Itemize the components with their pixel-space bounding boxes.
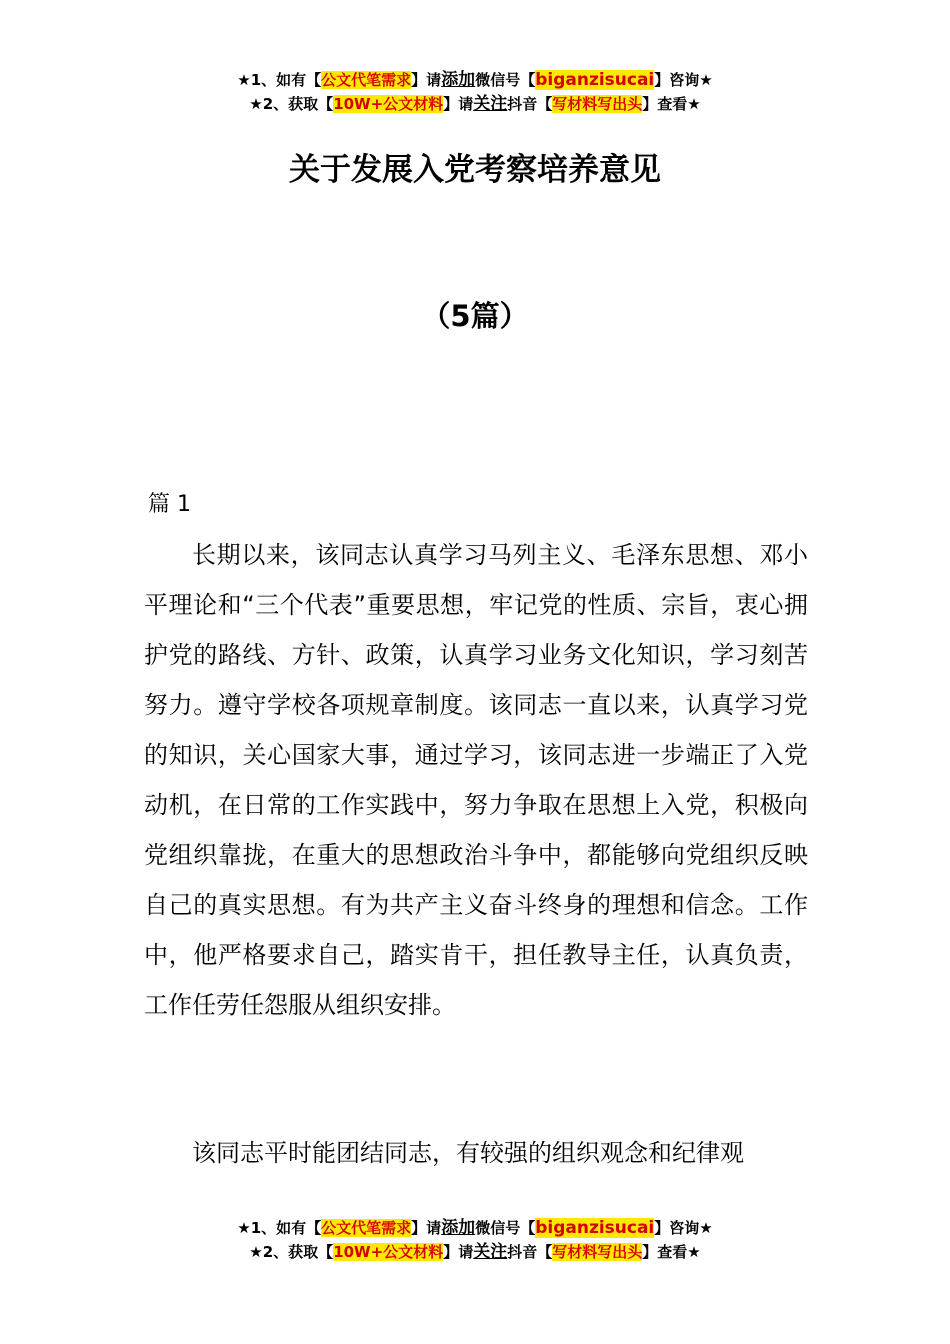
banner-text: ★1、如有【 bbox=[237, 1219, 322, 1237]
banner-text: 抖音【 bbox=[507, 95, 553, 113]
banner-text: 】请 bbox=[443, 1243, 474, 1261]
banner-text: 】请 bbox=[411, 1219, 442, 1237]
banner-highlight: 10W+公文材料 bbox=[333, 1243, 444, 1261]
banner-text: 】查看★ bbox=[642, 1243, 701, 1261]
body-paragraph: 该同志平时能团结同志，有较强的组织观念和纪律观 bbox=[192, 1139, 744, 1167]
banner-line-2 bbox=[0, 1240, 950, 1264]
banner-text: 】请 bbox=[443, 95, 474, 113]
banner-line-1 bbox=[0, 68, 950, 92]
banner-text: 】查看★ bbox=[642, 95, 701, 113]
banner-text: 】咨询★ bbox=[654, 71, 713, 89]
banner-text: ★2、获取【 bbox=[249, 95, 334, 113]
section-label: 篇 1 bbox=[148, 492, 191, 517]
banner-underline: 关注 bbox=[473, 1242, 508, 1262]
banner-line-1 bbox=[0, 1216, 950, 1240]
banner-highlight: 10W+公文材料 bbox=[333, 95, 444, 113]
footer-banner bbox=[0, 1216, 950, 1264]
header-banner bbox=[0, 68, 950, 116]
banner-highlight: 写材料写出头 bbox=[552, 1243, 643, 1261]
banner-highlight: 写材料写出头 bbox=[552, 95, 643, 113]
banner-text: 微信号【 bbox=[475, 71, 536, 89]
banner-underline: 添加 bbox=[441, 1218, 476, 1238]
document-subtitle: （5篇） bbox=[421, 299, 529, 333]
banner-text: ★1、如有【 bbox=[237, 71, 322, 89]
document-title: 关于发展入党考察培养意见 bbox=[289, 152, 661, 188]
banner-line-2 bbox=[0, 92, 950, 116]
banner-wechat-id: biganzisucai bbox=[535, 70, 655, 90]
banner-text: ★2、获取【 bbox=[249, 1243, 334, 1261]
banner-highlight: 公文代笔需求 bbox=[321, 1219, 412, 1237]
banner-highlight: 公文代笔需求 bbox=[321, 71, 412, 89]
banner-underline: 关注 bbox=[473, 94, 508, 114]
banner-text: 抖音【 bbox=[507, 1243, 553, 1261]
body-paragraph: 长期以来，该同志认真学习马列主义、毛泽东思想、邓小平理论和“三个代表”重要思想，牢记党的性质、宗旨，衷心拥护党的路线、方针、政策，认真学习业务文化知识，学习刻苦努力。遵守学校各项规章制度。该同志一直以来，认真学习党的知识，关心国家大事，通过学习，该同志进一步端正了入党动机，在日常的工作实践中，努力争取在思想上入党，积极向党组织靠拢，在重大的思想政治斗争中，都能够向党组织反映自己的真实思想。有为共产主义奋斗终身的理想和信念。工作中，他严格要求自己，踏实肯干，担任教导主任，认真负责，工作任劳任怨服从组织安排。 bbox=[144, 541, 808, 1019]
banner-wechat-id: biganzisucai bbox=[535, 1218, 655, 1238]
banner-underline: 添加 bbox=[441, 70, 476, 90]
banner-text: 】咨询★ bbox=[654, 1219, 713, 1237]
banner-text: 微信号【 bbox=[475, 1219, 536, 1237]
banner-text: 】请 bbox=[411, 71, 442, 89]
